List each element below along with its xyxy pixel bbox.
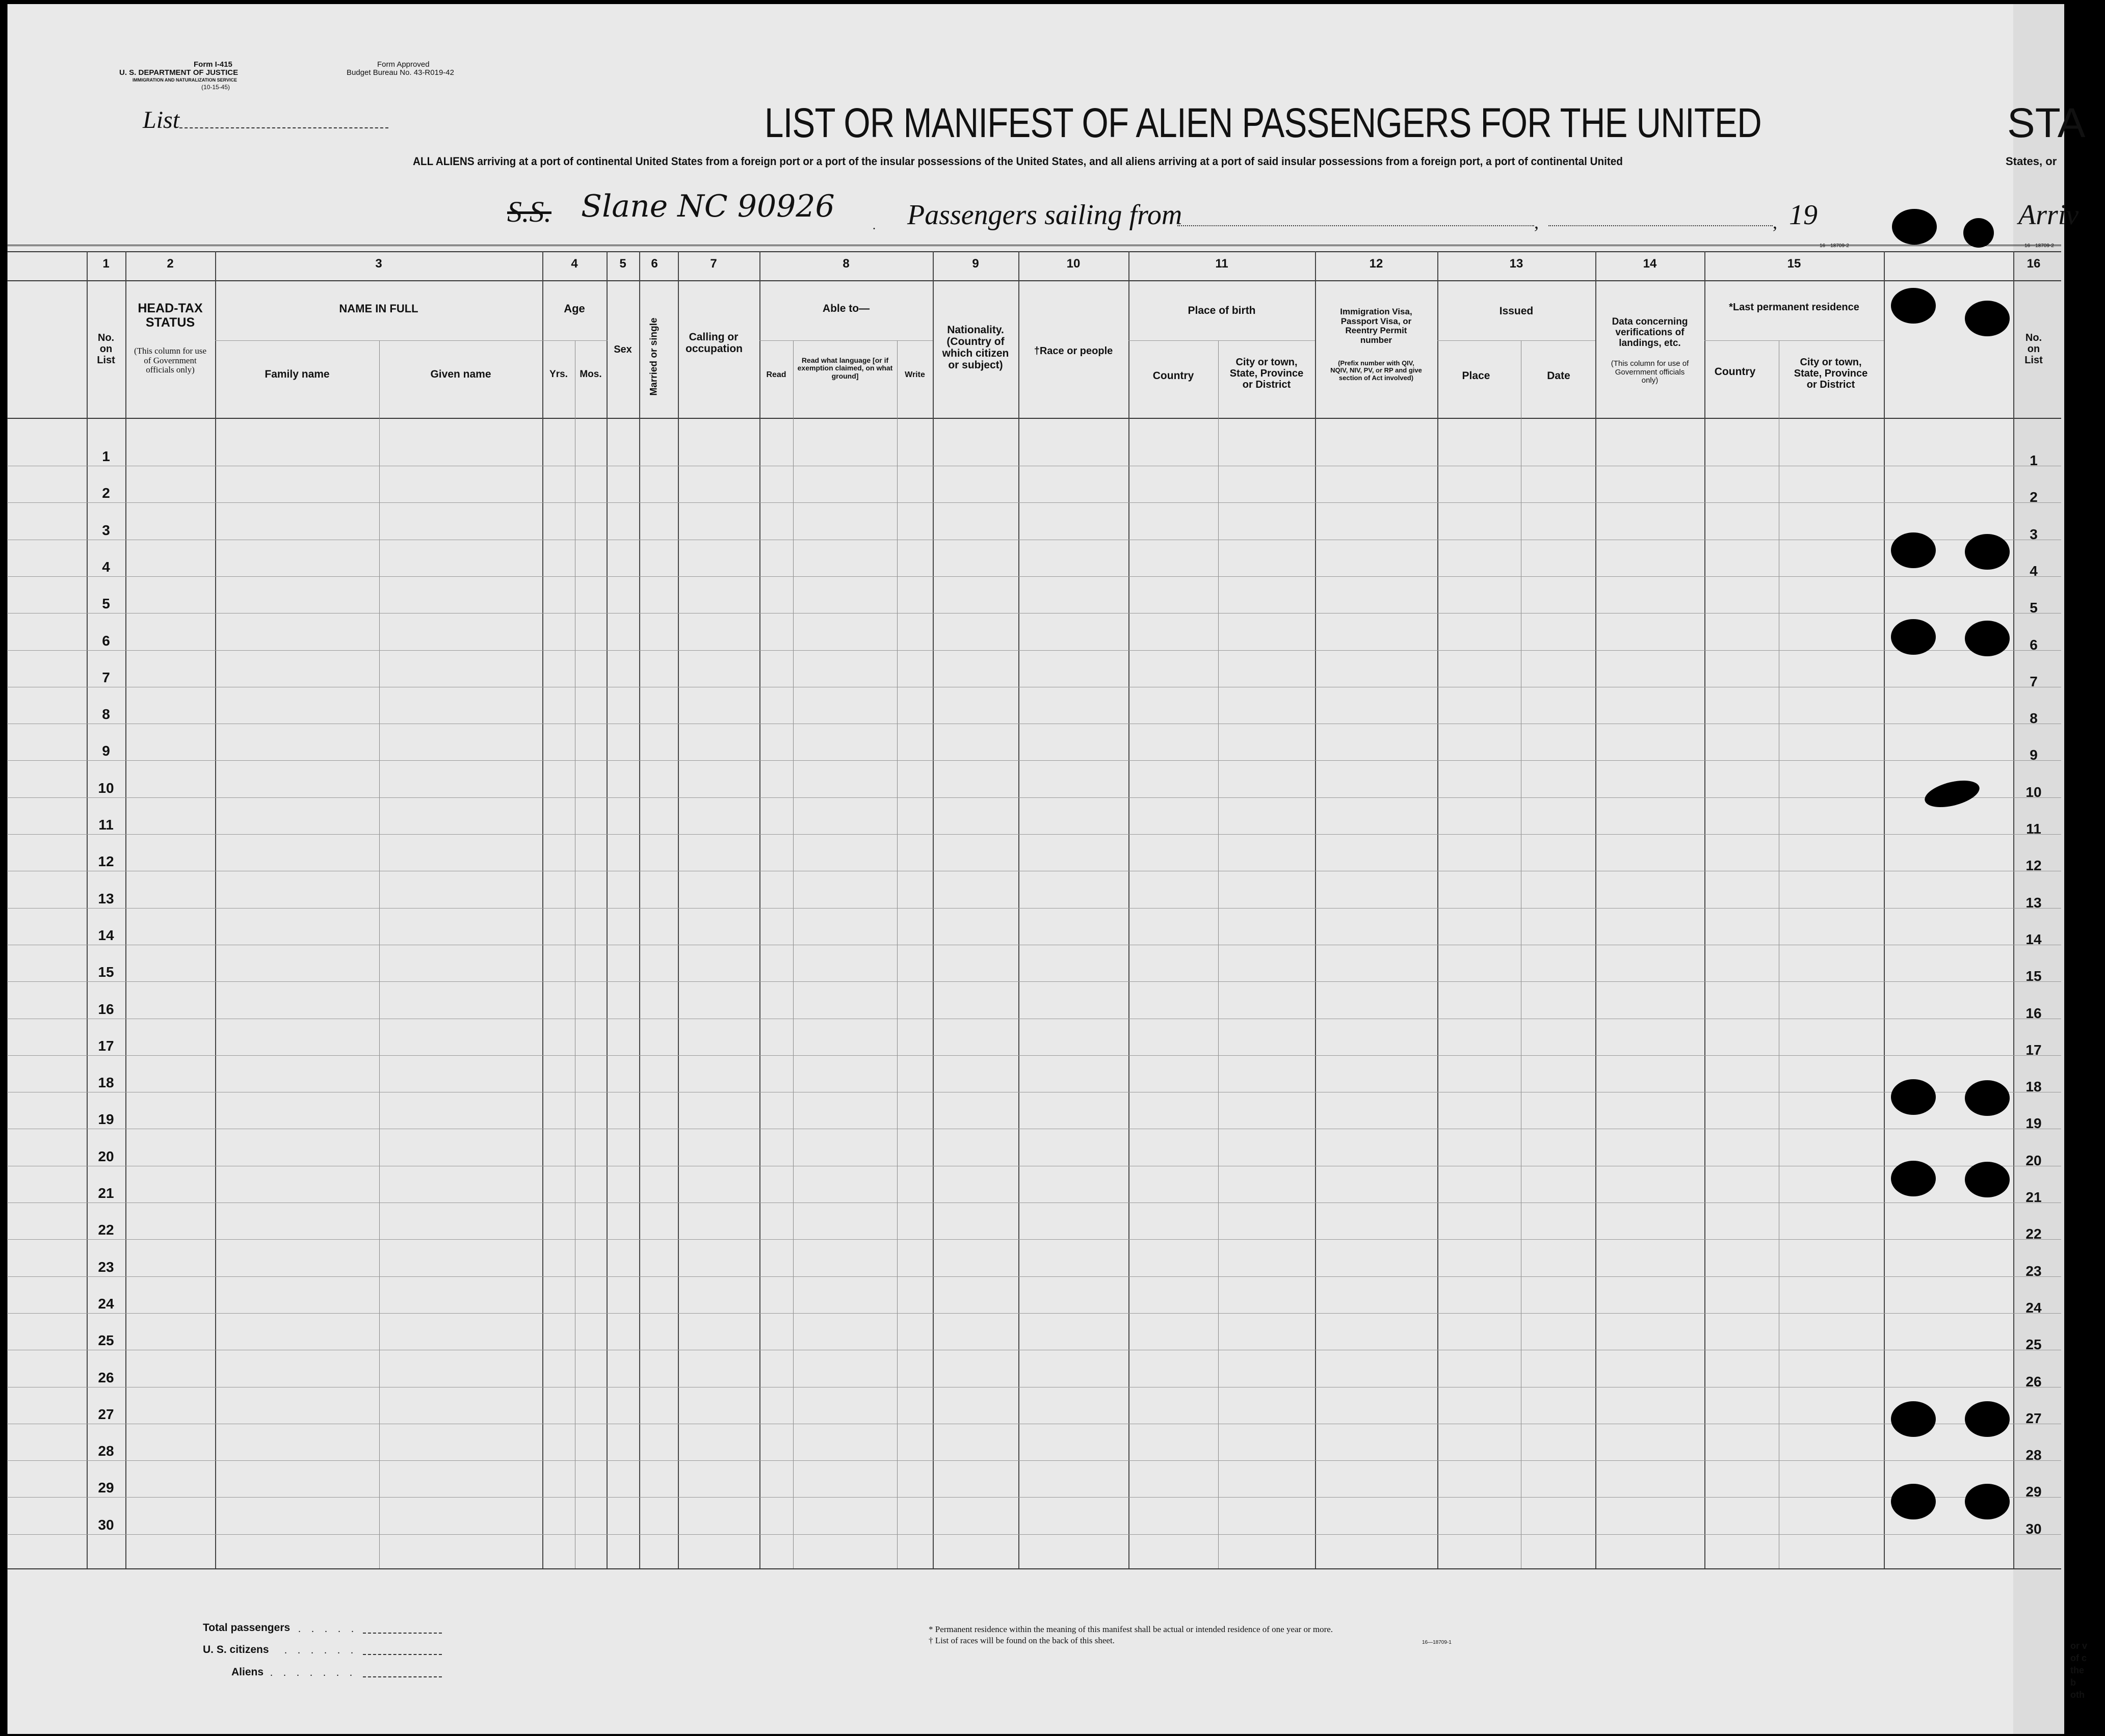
col-line (125, 251, 126, 1568)
row-rule (7, 981, 2061, 982)
col-number: 8 (843, 257, 850, 271)
row-number-right: 29 (2025, 1484, 2042, 1500)
fragment: of c (2070, 1653, 2087, 1663)
binding-hole (1891, 288, 1936, 324)
binding-hole (1965, 621, 2010, 656)
row-number-right: 27 (2025, 1410, 2042, 1426)
hdr-issued-place: Place (1462, 370, 1490, 382)
manifest-subtitle: ALL ALIENS arriving at a port of continental United States from a foreign port or a port of the insular possessions of the United States, and all aliens arriving at a port of said insular possessions from a foreign port, a port of continental United (413, 155, 1623, 168)
residence-subrule (1704, 340, 1884, 341)
row-rule (7, 1313, 2061, 1314)
row-number-right: 18 (2025, 1079, 2042, 1094)
row-number: 1 (102, 448, 110, 464)
hdr-place-of-birth: Place of birth (1188, 305, 1256, 316)
name-subrule (215, 340, 608, 341)
row-rule (7, 1497, 2061, 1498)
row-rule (7, 650, 2061, 651)
list-label: List (143, 106, 180, 133)
col-line (1704, 251, 1705, 1568)
row-number: 2 (102, 485, 110, 501)
hdr-last-residence: *Last permanent residence (1729, 302, 1859, 313)
row-number: 28 (98, 1443, 114, 1459)
print-code-bottom: 16—18709-1 (1422, 1640, 1452, 1645)
row-rule (7, 1239, 2061, 1240)
row-rule (7, 1460, 2061, 1461)
row-number: 11 (98, 817, 114, 833)
fragment: oth (2070, 1690, 2085, 1700)
binding-hole (1965, 1162, 2010, 1197)
hdr-issued: Issued (1499, 305, 1534, 317)
col-line (793, 340, 794, 1568)
sailing-port-field[interactable] (1177, 225, 1534, 226)
hdr-read: Read (766, 370, 786, 379)
row-number: 16 (98, 1001, 114, 1017)
hdr-issued-date: Date (1547, 370, 1570, 382)
row-rule (7, 797, 2061, 798)
row-number-right: 9 (2030, 747, 2038, 763)
form-dept: U. S. DEPARTMENT OF JUSTICE (119, 68, 239, 77)
row-number-right: 11 (2026, 821, 2041, 837)
row-number-right: 17 (2025, 1042, 2042, 1058)
row-number: 24 (98, 1296, 114, 1312)
row-number: 18 (98, 1075, 114, 1090)
row-rule (7, 834, 2061, 835)
hdr-visa-note: (Prefix number with QIV, NQIV, NIV, PV, or RP and give section of Act involved) (1330, 359, 1422, 382)
col-line (542, 251, 543, 1568)
row-number: 21 (98, 1185, 114, 1201)
row-number-right: 1 (2030, 452, 2038, 468)
fragment: the (2070, 1665, 2084, 1675)
hdr-calling: Calling or occupation (686, 331, 743, 355)
col-line (1595, 251, 1596, 1568)
row-number: 27 (98, 1406, 114, 1422)
col-number: 12 (1369, 257, 1383, 271)
row-number: 9 (102, 743, 110, 759)
hdr-no-on-list-right: No. on List (2024, 332, 2043, 366)
right-subtitle-fragment: States, or (2006, 155, 2057, 168)
hdr-data-note: (This column for use of Government officials only) (1611, 359, 1689, 385)
rule-top-2 (7, 251, 2061, 252)
rule-header-bottom (7, 418, 2061, 419)
binding-hole (1891, 1079, 1936, 1115)
total-passengers-field[interactable] (363, 1633, 442, 1634)
row-number: 3 (102, 522, 110, 538)
form-number: Form I-415 (194, 60, 232, 69)
hdr-head-tax: HEAD-TAX STATUS (138, 301, 203, 330)
hdr-given-name: Given name (430, 368, 491, 380)
form-service: IMMIGRATION AND NATURALIZATION SERVICE (133, 77, 237, 83)
col-line (678, 251, 679, 1568)
row-number: 22 (98, 1222, 114, 1238)
row-number: 30 (98, 1517, 114, 1533)
binding-hole (1963, 218, 1994, 248)
rule-colnums (7, 280, 2061, 281)
row-number-right: 19 (2025, 1115, 2042, 1131)
col-line (379, 340, 380, 1568)
col-line (1128, 251, 1129, 1568)
col-number: 5 (619, 257, 626, 271)
hdr-res-country: Country (1714, 366, 1756, 378)
col-number: 16 (2027, 257, 2041, 271)
row-rule (7, 576, 2061, 577)
hdr-no-on-list: No. on List (97, 332, 115, 366)
col-number: 11 (1215, 257, 1228, 271)
row-rule (7, 502, 2061, 503)
row-number-right: 16 (2025, 1005, 2042, 1021)
binding-hole (1891, 1401, 1936, 1437)
comma-separator-2: , (1773, 212, 1777, 232)
col-number: 9 (972, 257, 979, 271)
form-approved: Form Approved (377, 60, 430, 69)
able-subrule (759, 340, 933, 341)
fragment: or v (2070, 1641, 2088, 1651)
binding-hole (1892, 209, 1937, 245)
fragment: b (2070, 1677, 2076, 1688)
row-number: 6 (102, 633, 110, 649)
left-sheet (7, 4, 2062, 1734)
row-number-right: 12 (2025, 858, 2042, 873)
dot-separator: . (873, 219, 876, 232)
leader-dots: . . . . . (298, 1623, 358, 1635)
row-number: 14 (98, 927, 114, 943)
right-title-fragment: STA (2007, 100, 2086, 146)
col-number: 1 (102, 257, 110, 271)
col-number: 14 (1643, 257, 1657, 271)
row-number-right: 6 (2030, 637, 2038, 653)
row-number: 13 (98, 891, 114, 906)
row-number: 25 (98, 1332, 114, 1348)
hdr-sex: Sex (614, 344, 632, 355)
row-number-right: 22 (2025, 1226, 2042, 1242)
rule-table-bottom (7, 1568, 2061, 1569)
leader-dots: . . . . . . (284, 1645, 357, 1656)
hdr-nationality: Nationality. (Country of which citizen or subject) (942, 324, 1009, 371)
col-number: 13 (1509, 257, 1523, 271)
row-number-right: 28 (2025, 1447, 2042, 1463)
hdr-read-language: Read what language [or if exemption claimed, on what ground] (797, 356, 893, 380)
row-number: 20 (98, 1149, 114, 1164)
col-number: 4 (571, 257, 578, 271)
leader-dots: . . . . . . . (270, 1667, 356, 1678)
col-line (1315, 251, 1316, 1568)
row-number-right: 2 (2030, 489, 2038, 505)
col-line (87, 251, 88, 1568)
hdr-age: Age (564, 302, 585, 315)
col-number: 6 (651, 257, 658, 271)
row-number-right: 4 (2030, 563, 2038, 579)
hdr-visa: Immigration Visa, Passport Visa, or Reentry Permit number (1340, 307, 1412, 345)
comma-separator: , (1534, 212, 1539, 232)
footer-total-label: Total passengers (203, 1622, 291, 1634)
row-number: 7 (102, 670, 110, 685)
row-rule (7, 908, 2061, 909)
manifest-title: LIST OR MANIFEST OF ALIEN PASSENGERS FOR THE UNITED (765, 100, 1761, 146)
row-number-right: 25 (2025, 1337, 2042, 1352)
binding-hole (1891, 619, 1936, 655)
issued-subrule (1437, 340, 1595, 341)
hdr-family-name: Family name (265, 368, 330, 380)
hdr-married: Married or single (648, 317, 660, 396)
col-line (897, 340, 898, 1568)
binding-hole (1965, 301, 2010, 336)
col-number: 3 (375, 257, 382, 271)
col-line (759, 251, 760, 1568)
col-line (215, 251, 216, 1568)
row-number: 15 (98, 964, 114, 980)
row-number: 17 (98, 1038, 114, 1054)
col-line (1018, 251, 1019, 1568)
row-number-right: 21 (2025, 1189, 2042, 1205)
row-number: 29 (98, 1480, 114, 1495)
row-number-right: 10 (2025, 784, 2042, 800)
right-arrival-fragment: Arriv (2018, 199, 2079, 231)
row-number-right: 23 (2025, 1263, 2042, 1279)
binding-hole (1965, 1080, 2010, 1116)
footnote-races: † List of races will be found on the back of this sheet. (929, 1636, 1115, 1645)
hdr-res-city: City or town, State, Province or District (1794, 357, 1868, 390)
row-number: 10 (98, 780, 114, 796)
hdr-name-in-full: NAME IN FULL (339, 302, 418, 315)
row-number-right: 20 (2025, 1153, 2042, 1168)
col-line (607, 251, 608, 1568)
col-line (1437, 251, 1438, 1568)
hdr-data-concerning: Data concerning verifications of landings, etc. (1612, 316, 1688, 349)
col-number: 10 (1066, 257, 1081, 271)
col-line (639, 251, 640, 1568)
col-number: 2 (167, 257, 174, 271)
aliens-field[interactable] (363, 1676, 442, 1677)
rule-top (7, 245, 2061, 246)
row-number-right: 5 (2030, 600, 2038, 616)
row-number: 8 (102, 706, 110, 722)
list-number-line[interactable] (179, 127, 388, 128)
hdr-head-tax-note: (This column for use of Government officials only) (134, 346, 207, 375)
binding-hole (1965, 1484, 2010, 1519)
hdr-birth-city: City or town, State, Province or District (1229, 357, 1304, 390)
col-line (1218, 340, 1219, 1568)
row-number-right: 15 (2025, 968, 2042, 984)
footnote-residence: * Permanent residence within the meaning of this manifest shall be actual or intended residence of one year or more. (929, 1624, 1333, 1634)
row-number-right: 7 (2030, 674, 2038, 689)
print-code-top-right: 16—18709-2 (2024, 243, 2054, 249)
row-number: 4 (102, 559, 110, 575)
row-rule (7, 760, 2061, 761)
sailing-label: Passengers sailing from (907, 199, 1182, 231)
footer-aliens-label: Aliens (231, 1666, 264, 1678)
hdr-birth-country: Country (1152, 370, 1194, 382)
hdr-yrs: Yrs. (549, 369, 568, 380)
row-number-right: 30 (2025, 1521, 2042, 1537)
right-bottom-fragments (2070, 1640, 2087, 1701)
row-rule (7, 1534, 2061, 1535)
row-rule (7, 1276, 2061, 1277)
row-number: 19 (98, 1111, 114, 1127)
us-citizens-field[interactable] (363, 1654, 442, 1655)
row-number: 26 (98, 1370, 114, 1385)
hdr-race: †Race or people (1034, 345, 1113, 357)
hdr-mos: Mos. (580, 369, 602, 380)
row-number-right: 13 (2025, 895, 2042, 911)
row-number-right: 26 (2025, 1374, 2042, 1390)
col-line (1884, 251, 1885, 1568)
row-number: 23 (98, 1259, 114, 1275)
col-number: 15 (1787, 257, 1801, 271)
footer-us-citizens-label: U. S. citizens (203, 1644, 269, 1655)
year-prefix: 19 (1789, 199, 1818, 231)
col-line (2013, 251, 2014, 1568)
print-code-top: 16—18709-2 (1820, 243, 1849, 249)
col-number: 7 (710, 257, 717, 271)
ss-label: S.S. (507, 195, 551, 228)
binding-hole (1891, 1484, 1936, 1519)
row-number: 12 (98, 853, 114, 869)
hdr-write: Write (905, 370, 925, 379)
vessel-name-handwritten[interactable]: Slane NC 90926 (581, 189, 835, 224)
row-number-right: 14 (2025, 931, 2042, 947)
hdr-able-to: Able to— (822, 303, 870, 314)
birth-subrule (1128, 340, 1315, 341)
sailing-date-field[interactable] (1548, 225, 1773, 226)
binding-hole (1891, 1161, 1936, 1196)
binding-hole (1965, 534, 2010, 570)
row-number: 5 (102, 596, 110, 611)
row-rule (7, 1055, 2061, 1056)
row-number-right: 24 (2025, 1300, 2042, 1316)
row-number-right: 3 (2030, 526, 2038, 542)
form-date: (10-15-45) (201, 84, 230, 91)
row-number-right: 8 (2030, 710, 2038, 726)
binding-hole (1891, 532, 1936, 568)
binding-hole (1965, 1401, 2010, 1437)
form-budget: Budget Bureau No. 43-R019-42 (347, 68, 454, 77)
col-line (933, 251, 934, 1568)
